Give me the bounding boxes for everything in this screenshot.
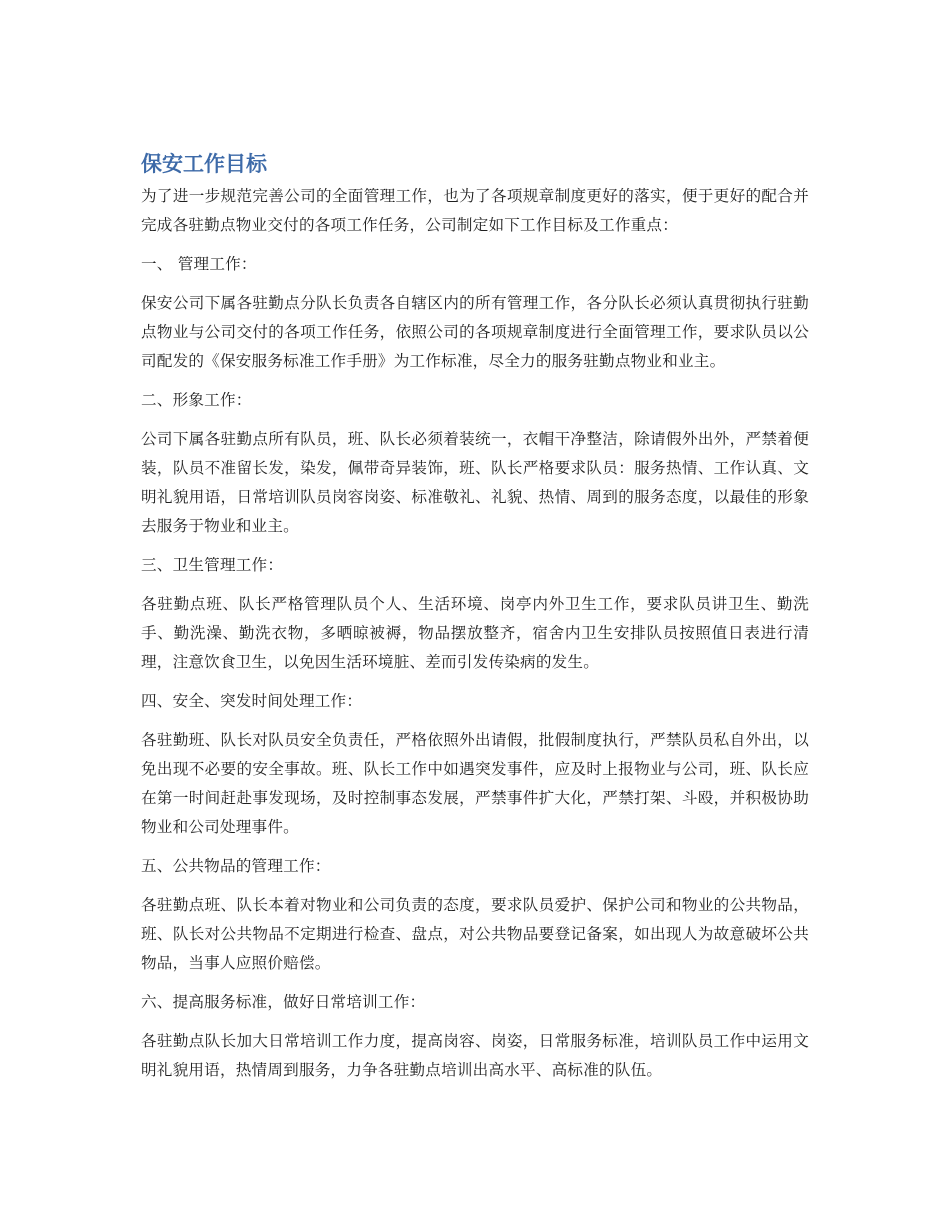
section-training: [141, 988, 809, 1085]
section-heading: 四、安全、突发时间处理工作：: [141, 692, 363, 710]
section-public-goods: [141, 852, 809, 978]
document-title: 保安工作目标: [141, 152, 267, 176]
section-hygiene: [141, 551, 809, 677]
section-body: 各驻勤点班、队长严格管理队员个人、生活环境、岗亭内外卫生工作，要求队员讲卫生、勤洗手、勤洗澡、勤洗衣物，多晒晾被褥，物品摆放整齐，宿舍内卫生安排队员按照值日表进行清理，注意饮食卫生，以免因生活环境脏、差而引发传染病的发生。: [141, 595, 809, 671]
section-body: 各驻勤点班、队长本着对物业和公司负责的态度，要求队员爱护、保护公司和物业的公共物品，班、队长对公共物品不定期进行检查、盘点，对公共物品要登记备案，如出现人为故意破坏公共物品，当事人应照价赔偿。: [141, 896, 809, 972]
section-heading: 一、 管理工作：: [141, 255, 257, 273]
section-body: 保安公司下属各驻勤点分队长负责各自辖区内的所有管理工作，各分队长必须认真贯彻执行驻勤点物业与公司交付的各项工作任务，依照公司的各项规章制度进行全面管理工作，要求队员以公司配发的《保安服务标准工作手册》为工作标准，尽全力的服务驻勤点物业和业主。: [141, 294, 809, 370]
section-management: [141, 250, 809, 376]
section-heading: 二、形象工作：: [141, 391, 252, 409]
section-body: 公司下属各驻勤点所有队员，班、队长必须着装统一，衣帽干净整洁，除请假外出外，严禁着便装，队员不准留长发，染发，佩带奇异装饰，班、队长严格要求队员：服务热情、工作认真、文明礼貌用语，日常培训队员岗容岗姿、标准敬礼、礼貌、热情、周到的服务态度，以最佳的形象去服务于物业和业主。: [141, 430, 809, 535]
intro-paragraph: 为了进一步规范完善公司的全面管理工作，也为了各项规章制度更好的落实，便于更好的配合并完成各驻勤点物业交付的各项工作任务，公司制定如下工作目标及工作重点：: [141, 187, 809, 234]
section-image: [141, 386, 809, 541]
section-heading: 六、提高服务标准，做好日常培训工作：: [141, 993, 426, 1011]
section-body: 各驻勤班、队长对队员安全负责任，严格依照外出请假，批假制度执行，严禁队员私自外出，以免出现不必要的安全事故。班、队长工作中如遇突发事件，应及时上报物业与公司，班、队长应在第一时间赶赴事发现场，及时控制事态发展，严禁事件扩大化，严禁打架、斗殴，并积极协助物业和公司处理事件。: [141, 731, 809, 836]
section-body: 各驻勤点队长加大日常培训工作力度，提高岗容、岗姿，日常服务标准，培训队员工作中运用文明礼貌用语，热情周到服务，力争各驻勤点培训出高水平、高标准的队伍。: [141, 1032, 809, 1079]
section-heading: 五、公共物品的管理工作：: [141, 857, 331, 875]
section-safety: [141, 687, 809, 842]
section-heading: 三、卫生管理工作：: [141, 556, 284, 574]
document-page: [141, 150, 809, 1095]
